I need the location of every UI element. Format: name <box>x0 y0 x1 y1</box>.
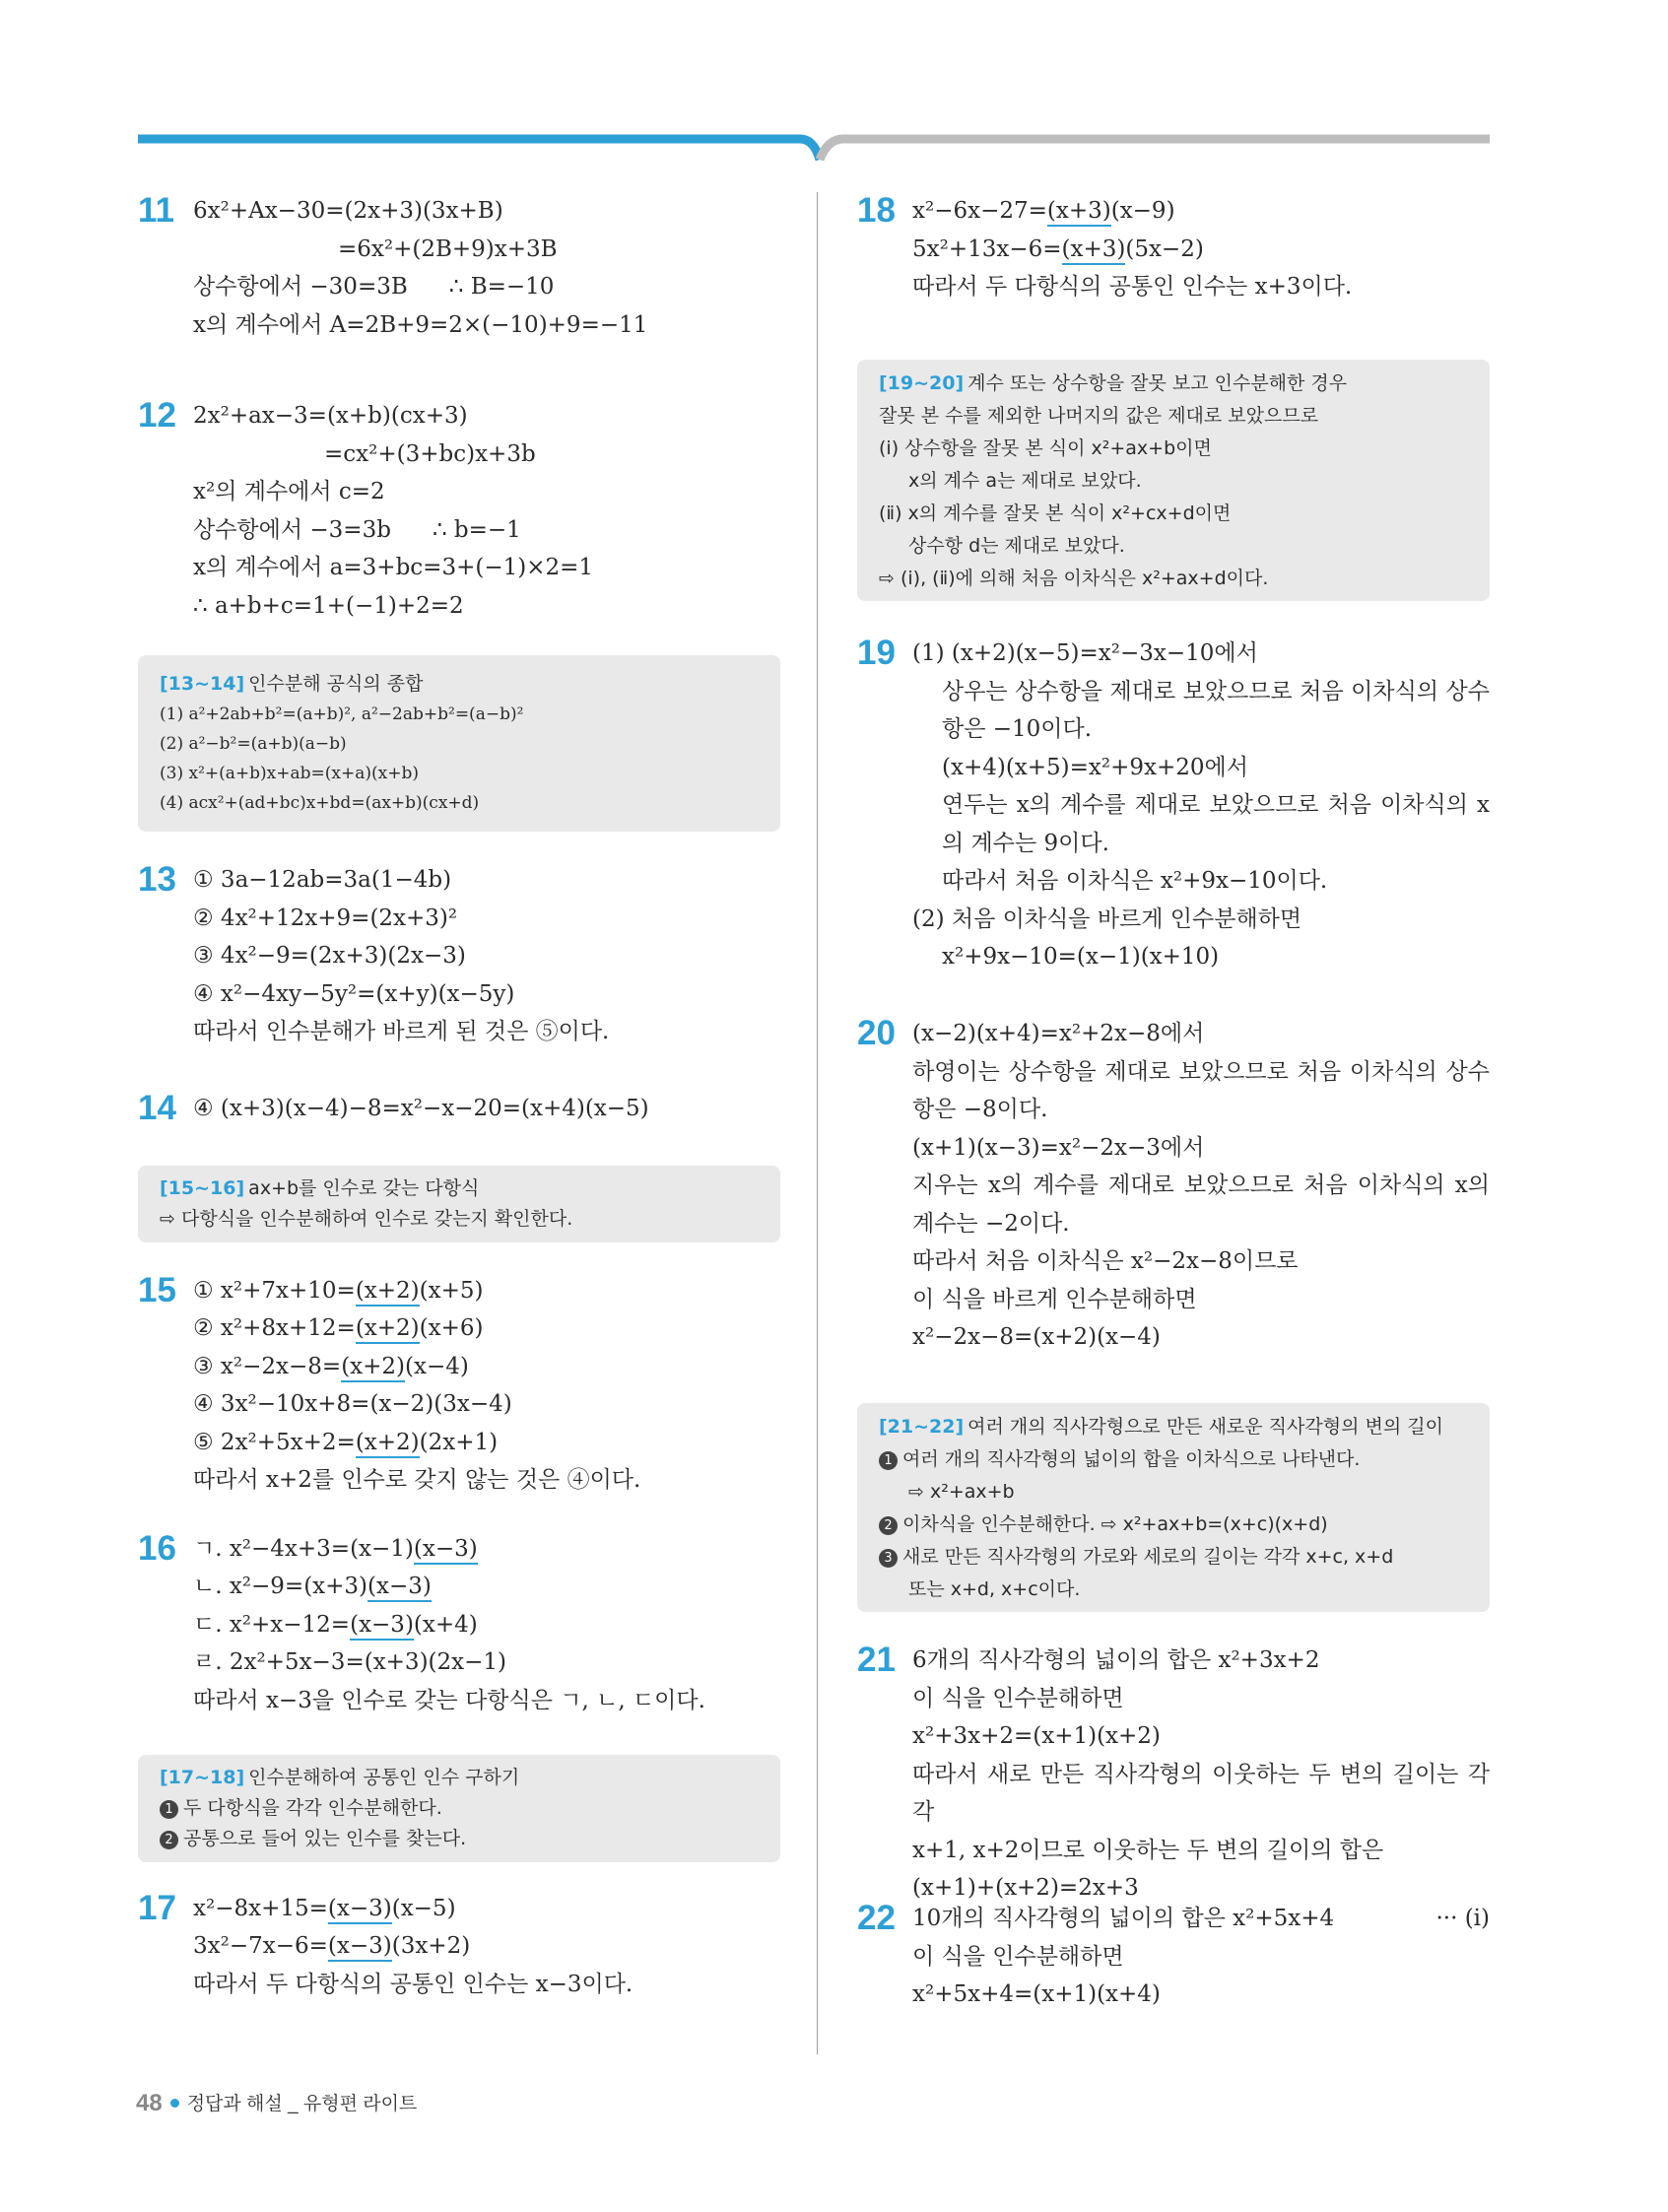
eq-line: ㄴ. x²−9=(x+3)(x−3) <box>193 1568 780 1606</box>
problem-number: 15 <box>138 1270 176 1309</box>
tip-title: [15~16] ax+b를 인수로 갖는 다항식 <box>160 1176 480 1199</box>
eq-line: 5x²+13x−6=(x+3)(5x−2) <box>912 231 1490 269</box>
common-factor: (x+2) <box>356 1278 420 1307</box>
tip-item: (1) a²+2ab+b²=(a+b)², a²−2ab+b²=(a−b)² <box>160 704 524 724</box>
eq-line: 6x²+Ax−30=(2x+3)(3x+B) <box>193 198 503 224</box>
eq-line: ④ (x+3)(x−4)−8=x²−x−20=(x+4)(x−5) <box>193 1096 649 1121</box>
tip-item: ⇨ x²+ax+b <box>908 1481 1015 1503</box>
right-column <box>857 192 1490 2014</box>
problem-22 <box>857 1900 1490 2014</box>
text-line: 따라서 처음 이차식은 x²−2x−8이므로 <box>912 1248 1299 1274</box>
eq-line: ② x²+8x+12=(x+2)(x+6) <box>193 1309 780 1348</box>
common-factor: (x−3) <box>350 1612 414 1641</box>
tip-box-19-20 <box>857 360 1490 601</box>
eq-line: 상수항에서 −3=3b ∴ b=−1 <box>193 516 521 543</box>
problem-number: 19 <box>857 634 896 672</box>
eq-line: ① 3a−12ab=3a(1−4b) <box>193 867 452 893</box>
eq-line: 따라서 인수분해가 바르게 된 것은 ⑤이다. <box>193 1019 610 1044</box>
eq-line: (x+1)(x−3)=x²−2x−3에서 <box>912 1134 1205 1161</box>
text-line: x+1, x+2이므로 이웃하는 두 변의 길이의 합은 <box>912 1837 1384 1863</box>
tip-box-21-22 <box>857 1403 1490 1612</box>
eq-line: (x−2)(x+4)=x²+2x−8에서 <box>912 1021 1205 1046</box>
common-factor: (x+3) <box>1047 198 1111 227</box>
tip-item: x의 계수 a는 제대로 보았다. <box>908 470 1142 492</box>
problem-number: 14 <box>138 1089 176 1127</box>
bullet-icon <box>170 2099 179 2108</box>
eq-line: (x+4)(x+5)=x²+9x+20에서 <box>942 754 1248 780</box>
problem-number: 21 <box>857 1641 896 1679</box>
text-line: 따라서 새로 만든 직사각형의 이웃하는 두 변의 길이는 각각 <box>912 1761 1490 1825</box>
step-marker: ··· (ⅰ) <box>1435 1906 1490 1931</box>
eq-line: x의 계수에서 a=3+bc=3+(−1)×2=1 <box>193 555 594 580</box>
problem-15 <box>138 1272 780 1499</box>
tip-item: 또는 x+d, x+c이다. <box>908 1578 1081 1600</box>
eq-line: 따라서 x−3을 인수로 갖는 다항식은 ㄱ, ㄴ, ㄷ이다. <box>193 1687 705 1713</box>
text-line: 계수는 −2이다. <box>912 1210 1070 1237</box>
problem-16 <box>138 1530 780 1719</box>
eq-line: ③ x²−2x−8=(x+2)(x−4) <box>193 1348 780 1386</box>
tip-title: [21~22] 여러 개의 직사각형으로 만든 새로운 직사각형의 변의 길이 <box>879 1416 1443 1438</box>
problem-18 <box>857 192 1490 310</box>
common-factor: (x+2) <box>356 1430 420 1458</box>
eq-line: 따라서 두 다항식의 공통인 인수는 x+3이다. <box>912 274 1353 300</box>
eq-line: x²−2x−8=(x+2)(x−4) <box>912 1324 1161 1350</box>
eq-line: 따라서 두 다항식의 공통인 인수는 x−3이다. <box>193 1971 634 1997</box>
eq-line: ④ x²−4xy−5y²=(x+y)(x−5y) <box>193 980 515 1007</box>
tip-item: 3 새로 만든 직사각형의 가로와 세로의 길이는 각각 x+c, x+d <box>879 1541 1468 1574</box>
eq-line: ㄱ. x²−4x+3=(x−1)(x−3) <box>193 1530 780 1569</box>
problem-19 <box>857 635 1490 975</box>
common-factor: (x−3) <box>414 1536 478 1565</box>
eq-line: x²−6x−27=(x+3)(x−9) <box>912 192 1490 231</box>
eq-line: (x+1)+(x+2)=2x+3 <box>912 1875 1139 1901</box>
tip-item: (2) a²−b²=(a+b)(a−b) <box>160 734 347 754</box>
step-1-icon: 1 <box>160 1800 178 1819</box>
eq-line: 3x²−7x−6=(x−3)(3x+2) <box>193 1927 780 1966</box>
eq-line: ㄷ. x²+x−12=(x−3)(x+4) <box>193 1606 780 1644</box>
text-line: 연두는 x의 계수를 제대로 보았으므로 처음 이차식의 x <box>942 792 1490 818</box>
common-factor: (x−3) <box>367 1574 432 1602</box>
column-divider <box>817 192 818 2054</box>
common-factor: (x+2) <box>341 1354 405 1382</box>
text-line: 하영이는 상수항을 제대로 보았으므로 처음 이차식의 상수 <box>912 1058 1490 1085</box>
problem-17 <box>138 1890 780 2004</box>
tip-item: ⇨ 다항식을 인수분해하여 인수로 갖는지 확인한다. <box>160 1207 573 1230</box>
left-column <box>138 192 780 2003</box>
footer-title: 정답과 해설 _ 유형편 라이트 <box>186 2094 418 2114</box>
tip-item: ⇨ (ⅰ), (ⅱ)에 의해 처음 이차식은 x²+ax+d이다. <box>879 568 1269 589</box>
text-line: (2) 처음 이차식을 바르게 인수분해하면 <box>912 905 1302 932</box>
eq-line: 따라서 x+2를 인수로 갖지 않는 것은 ④이다. <box>193 1467 641 1493</box>
tip-box-17-18 <box>138 1755 780 1862</box>
eq-line: ∴ a+b+c=1+(−1)+2=2 <box>193 592 464 619</box>
text-line: 이 식을 인수분해하면 <box>912 1685 1124 1711</box>
eq-line: x²+9x−10=(x−1)(x+10) <box>942 944 1220 970</box>
problem-number: 12 <box>138 396 176 435</box>
tip-item: (ⅰ) 상수항을 잘못 본 식이 x²+ax+b이면 <box>879 437 1212 459</box>
problem-number: 20 <box>857 1014 896 1052</box>
common-factor: (x−3) <box>328 1896 392 1924</box>
text-line: 항은 −8이다. <box>912 1097 1048 1122</box>
problem-14 <box>138 1090 780 1128</box>
problem-13 <box>138 861 780 1050</box>
tip-box-13-14 <box>138 655 780 832</box>
header-bar <box>138 134 1490 164</box>
eq-line: ③ 4x²−9=(2x+3)(2x−3) <box>193 943 466 969</box>
tip-item: 1 두 다항식을 각각 인수분해한다. <box>160 1793 759 1824</box>
tip-item: (4) acx²+(ad+bc)x+bd=(ax+b)(cx+d) <box>160 793 480 813</box>
tip-title: [13~14] 인수분해 공식의 종합 <box>160 673 424 695</box>
page-number: 48 <box>136 2090 163 2116</box>
eq-line: x²+5x+4=(x+1)(x+4) <box>912 1981 1161 2007</box>
eq-line: ㄹ. 2x²+5x−3=(x+3)(2x−1) <box>193 1649 506 1675</box>
text-line: 6개의 직사각형의 넓이의 합은 x²+3x+2 <box>912 1647 1320 1673</box>
tip-title: [19~20] 계수 또는 상수항을 잘못 보고 인수분해한 경우 <box>879 372 1348 394</box>
tip-item: (3) x²+(a+b)x+ab=(x+a)(x+b) <box>160 764 419 783</box>
text-line: 의 계수는 9이다. <box>942 830 1109 856</box>
problem-number: 22 <box>857 1899 896 1937</box>
eq-line: 2x²+ax−3=(x+b)(cx+3) <box>193 403 468 429</box>
text-line: 10개의 직사각형의 넓이의 합은 x²+5x+4 ··· (ⅰ) <box>912 1900 1490 1938</box>
problem-11 <box>138 192 780 358</box>
problem-number: 11 <box>138 191 174 230</box>
common-factor: (x+3) <box>1062 236 1126 265</box>
eq-line: x의 계수에서 A=2B+9=2×(−10)+9=−11 <box>193 311 648 338</box>
problem-number: 17 <box>138 1888 176 1927</box>
text-line: 이 식을 바르게 인수분해하면 <box>912 1286 1197 1312</box>
tip-title: [17~18] 인수분해하여 공통인 인수 구하기 <box>160 1766 520 1788</box>
common-factor: (x+2) <box>356 1315 420 1344</box>
problem-number: 18 <box>857 191 896 230</box>
eq-line: ① x²+7x+10=(x+2)(x+5) <box>193 1272 780 1310</box>
common-factor: (x−3) <box>328 1933 392 1962</box>
problem-number: 16 <box>138 1528 176 1568</box>
tip-box-15-16 <box>138 1166 780 1242</box>
step-2-icon: 2 <box>879 1516 898 1535</box>
eq-line: =6x²+(2B+9)x+3B <box>338 235 558 262</box>
step-1-icon: 1 <box>879 1451 898 1470</box>
tip-item: (ⅱ) x의 계수를 잘못 본 식이 x²+cx+d이면 <box>879 503 1232 524</box>
problem-number: 13 <box>138 860 176 899</box>
problem-20 <box>857 1015 1490 1356</box>
tip-item: 2 이차식을 인수분해한다. ⇨ x²+ax+b=(x+c)(x+d) <box>879 1508 1468 1541</box>
problem-21 <box>857 1641 1490 1901</box>
eq-line: x²+3x+2=(x+1)(x+2) <box>912 1723 1161 1749</box>
eq-line: =cx²+(3+bc)x+3b <box>324 440 536 467</box>
page-footer <box>136 2089 417 2117</box>
tip-item: 잘못 본 수를 제외한 나머지의 값은 제대로 보았으므로 <box>879 405 1319 427</box>
step-3-icon: 3 <box>879 1549 898 1568</box>
eq-line: ④ 3x²−10x+8=(x−2)(3x−4) <box>193 1391 512 1417</box>
text-line: 따라서 처음 이차식은 x²+9x−10이다. <box>942 868 1328 894</box>
problem-12 <box>138 397 780 634</box>
eq-line: ② 4x²+12x+9=(2x+3)² <box>193 905 458 931</box>
eq-line: x²−8x+15=(x−3)(x−5) <box>193 1890 780 1928</box>
text-line: 항은 −10이다. <box>942 716 1093 742</box>
step-2-icon: 2 <box>160 1831 178 1849</box>
eq-line: x²의 계수에서 c=2 <box>193 479 385 504</box>
eq-line: ⑤ 2x²+5x+2=(x+2)(2x+1) <box>193 1424 780 1462</box>
text-line: 이 식을 인수분해하면 <box>912 1943 1124 1970</box>
tip-item: 2 공통으로 들어 있는 인수를 찾는다. <box>160 1824 759 1854</box>
eq-line: 상수항에서 −30=3B ∴ B=−10 <box>193 274 555 300</box>
text-line: 상우는 상수항을 제대로 보았으므로 처음 이차식의 상수 <box>942 678 1490 704</box>
tip-item: 1 여러 개의 직사각형의 넓이의 합을 이차식으로 나타낸다. <box>879 1443 1468 1476</box>
tip-item: 상수항 d는 제대로 보았다. <box>908 535 1125 557</box>
text-line: 지우는 x의 계수를 제대로 보았으므로 처음 이차식의 x의 <box>912 1173 1490 1198</box>
eq-line: (1) (x+2)(x−5)=x²−3x−10에서 <box>912 640 1258 666</box>
